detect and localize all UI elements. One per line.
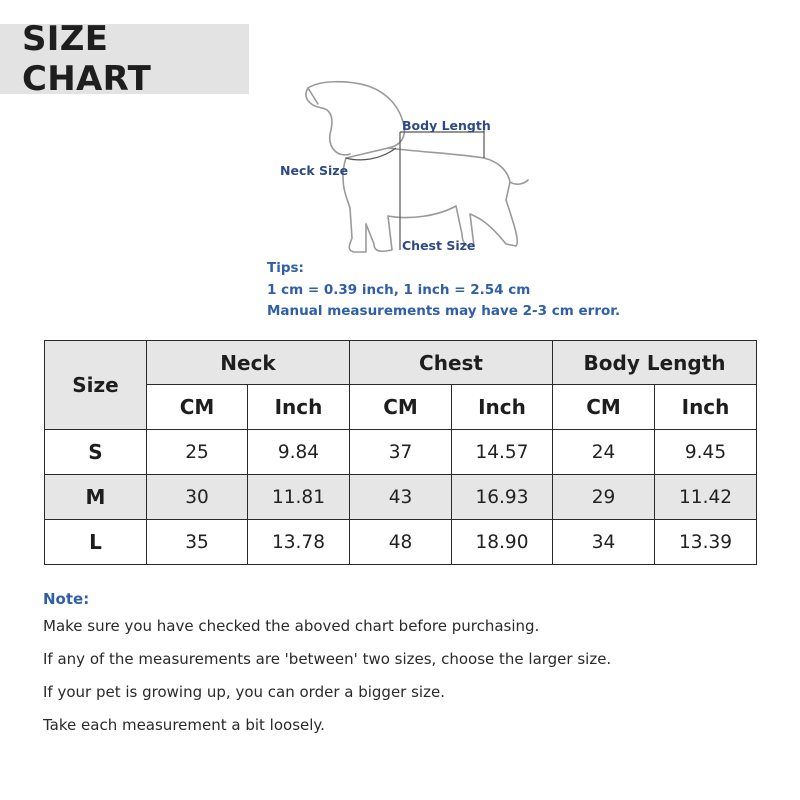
table-cell: 13.39: [655, 520, 757, 565]
tips-error: Manual measurements may have 2-3 cm error.: [267, 303, 621, 319]
unit-header: Inch: [248, 385, 350, 430]
unit-header: Inch: [452, 385, 553, 430]
note-line: Make sure you have checked the aboved chart before purchasing.: [43, 617, 540, 635]
tips-block: [267, 258, 620, 323]
table-cell: 29: [553, 475, 655, 520]
table-cell: 48: [350, 520, 452, 565]
note-heading: Note:: [43, 590, 90, 608]
table-row: [45, 520, 757, 565]
table-cell: 30: [147, 475, 248, 520]
table-cell: 43: [350, 475, 452, 520]
table-cell: 37: [350, 430, 452, 475]
table-cell: 16.93: [452, 475, 553, 520]
chest-size-label: Chest Size: [402, 238, 476, 253]
table-cell: 14.57: [452, 430, 553, 475]
size-cell: L: [45, 520, 147, 565]
body-length-group-header: Body Length: [553, 341, 757, 385]
dog-measurement-diagram: [270, 74, 540, 260]
table-cell: 11.81: [248, 475, 350, 520]
note-line: If any of the measurements are 'between' two sizes, choose the larger size.: [43, 650, 612, 668]
table-cell: 34: [553, 520, 655, 565]
tips-conversion: 1 cm = 0.39 inch, 1 inch = 2.54 cm: [267, 281, 531, 298]
size-table: [44, 340, 757, 565]
size-column-header: Size: [45, 341, 147, 430]
size-cell: S: [45, 430, 147, 475]
table-cell: 25: [147, 430, 248, 475]
table-row: [45, 475, 757, 520]
chest-group-header: Chest: [350, 341, 553, 385]
page-title: SIZE CHART: [22, 19, 152, 99]
table-unit-header-row: [45, 385, 757, 430]
neck-group-header: Neck: [147, 341, 350, 385]
table-cell: 18.90: [452, 520, 553, 565]
tips-heading: Tips:: [267, 260, 304, 276]
table-cell: 13.78: [248, 520, 350, 565]
table-cell: 11.42: [655, 475, 757, 520]
title-banner: [0, 19, 249, 99]
table-row: [45, 430, 757, 475]
neck-size-label: Neck Size: [280, 163, 349, 178]
size-cell: M: [45, 475, 147, 520]
note-line: If your pet is growing up, you can order a bigger size.: [43, 683, 445, 701]
unit-header: CM: [147, 385, 248, 430]
table-cell: 24: [553, 430, 655, 475]
table-cell: 9.84: [248, 430, 350, 475]
table-group-header-row: [45, 341, 757, 385]
note-block: [43, 590, 611, 749]
body-length-label: Body Length: [402, 118, 491, 133]
note-line: Take each measurement a bit loosely.: [43, 716, 325, 734]
table-cell: 35: [147, 520, 248, 565]
neck-measure-line: [346, 148, 396, 160]
table-cell: 9.45: [655, 430, 757, 475]
unit-header: CM: [553, 385, 655, 430]
unit-header: CM: [350, 385, 452, 430]
unit-header: Inch: [655, 385, 757, 430]
